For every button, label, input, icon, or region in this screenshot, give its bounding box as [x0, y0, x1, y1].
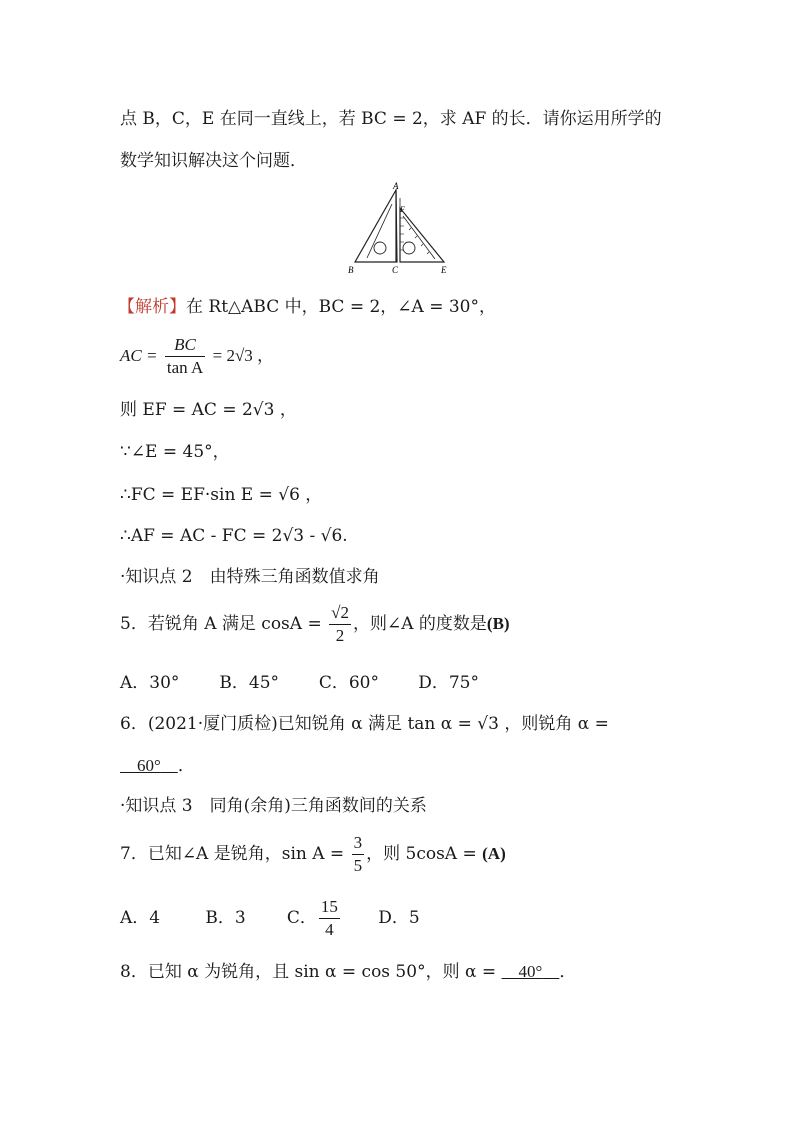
question-6-answer-line: 60° ．	[137, 756, 195, 776]
solution-line2	[120, 334, 274, 379]
question-7-stem: 7．已知∠A 是锐角，sin A = $\frac{3}{5}$ ，则 5cosA = (A)	[120, 833, 506, 875]
label-f: F	[400, 205, 405, 214]
label-c: C	[392, 265, 399, 275]
q5-option-a: A．30°	[120, 673, 180, 693]
triangle-rulers-figure	[345, 182, 455, 277]
question-5-options	[120, 672, 479, 694]
q7-option-b: B．3	[205, 908, 246, 928]
solution-line6: ∴AF = AC - FC = 2√3 - √6.	[120, 526, 348, 546]
q7-answer: (A)	[482, 844, 506, 863]
q5-option-c: C．60°	[318, 673, 379, 693]
solution-line4: ∵∠E = 45°，	[120, 442, 230, 462]
three-fifths-fraction: $\frac{3}{5}$	[353, 833, 363, 875]
question-7-options	[120, 896, 420, 941]
solution-line3: 则 EF = AC = 2√3 ，	[120, 400, 297, 420]
label-b: B	[348, 265, 354, 275]
q6-answer: 60°	[137, 756, 161, 775]
ac-rhs: = 2√3 ，	[212, 346, 275, 365]
solution-line1	[118, 296, 496, 318]
q5-option-d: D．75°	[418, 673, 479, 693]
solution-text-1: 在 Rt△ABC 中，BC = 2，∠A = 30°，	[186, 297, 496, 317]
problem4-line1: 点 B，C，E 在同一直线上，若 BC = 2，求 AF 的长．请你运用所学的	[120, 109, 662, 129]
ac-lhs: AC =	[120, 346, 158, 365]
label-a: A	[393, 182, 399, 191]
q7-option-a: A．4	[120, 908, 161, 928]
solution-line5: ∴FC = EF·sin E = √6 ，	[120, 485, 323, 505]
bc-over-tana-fraction: $\frac{BC}{\text{tan A}}$	[166, 335, 204, 377]
analysis-tag: 【解析】	[118, 297, 186, 317]
q5-option-b: B．45°	[219, 673, 280, 693]
q7-option-d: D．5	[378, 908, 420, 928]
question-8: 8．已知 α 为锐角，且 sin α = cos 50°，则 α = 40° ．	[120, 962, 577, 982]
root2-over-2-fraction: $\frac{√2}{2}$	[331, 603, 349, 645]
knowledge-point-2: ·知识点 2 由特殊三角函数值求角	[120, 567, 380, 587]
question-5-stem: 5．若锐角 A 满足 cosA = $\frac{√2}{2}$ ，则∠A 的度数是(B)	[120, 603, 510, 645]
question-6-stem: 6．(2021·厦门质检)已知锐角 α 满足 tan α = √3 ，则锐角 α =	[120, 714, 609, 734]
q8-answer: 40°	[518, 962, 543, 981]
label-e: E	[441, 265, 447, 275]
problem4-line2: 数学知识解决这个问题．	[120, 151, 307, 171]
q7-option-c: C． $\frac{15}{4}$	[286, 897, 338, 939]
q5-answer: (B)	[486, 614, 510, 633]
knowledge-point-3: ·知识点 3 同角(余角)三角函数间的关系	[120, 796, 427, 816]
